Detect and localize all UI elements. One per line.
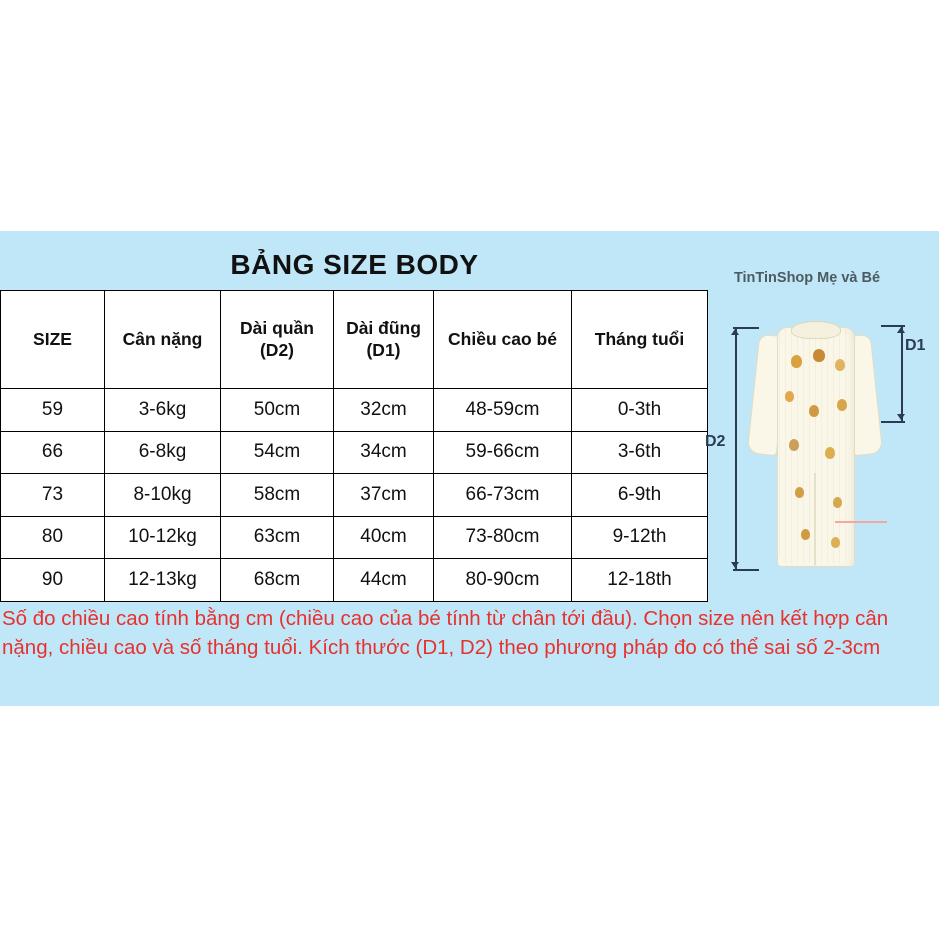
d2-measure-line xyxy=(735,327,737,571)
size-chart-panel xyxy=(0,231,939,706)
column-header-size: SIZE xyxy=(1,291,105,389)
print-dot xyxy=(837,399,847,411)
d1-arrow-up xyxy=(897,327,905,333)
print-dot xyxy=(801,529,810,540)
print-dot xyxy=(795,487,804,498)
table-header-row xyxy=(1,291,708,389)
table-row xyxy=(1,559,708,602)
cell-size: 90 xyxy=(1,559,105,602)
cell-age-months: 3-6th xyxy=(572,431,708,474)
cell-age-months: 12-18th xyxy=(572,559,708,602)
cell-pant-length: 54cm xyxy=(221,431,334,474)
romper-collar xyxy=(791,321,841,339)
cell-weight: 12-13kg xyxy=(105,559,221,602)
d1-bottom-tick xyxy=(881,421,905,423)
shop-brand-label: TinTinShop Mẹ và Bé xyxy=(733,270,881,286)
cell-crotch-length: 34cm xyxy=(334,431,434,474)
table-row xyxy=(1,474,708,517)
cell-height: 66-73cm xyxy=(434,474,572,517)
cell-pant-length: 50cm xyxy=(221,389,334,432)
romper-leg-split xyxy=(814,473,816,565)
cell-size: 80 xyxy=(1,516,105,559)
cell-age-months: 9-12th xyxy=(572,516,708,559)
print-dot xyxy=(833,497,842,508)
column-header-height: Chiều cao bé xyxy=(434,291,572,389)
cell-height: 59-66cm xyxy=(434,431,572,474)
print-dot xyxy=(791,355,802,368)
column-header-pant-length: Dài quần (D2) xyxy=(221,291,334,389)
print-dot xyxy=(813,349,825,362)
d1-measure-line xyxy=(901,325,903,421)
print-dot xyxy=(785,391,794,402)
column-header-crotch-length: Dài đũng (D1) xyxy=(334,291,434,389)
d2-bottom-tick xyxy=(733,569,759,571)
cell-crotch-length: 32cm xyxy=(334,389,434,432)
table-row xyxy=(1,431,708,474)
print-dot xyxy=(825,447,835,459)
cell-pant-length: 58cm xyxy=(221,474,334,517)
print-dot xyxy=(835,359,845,371)
column-header-weight: Cân nặng xyxy=(105,291,221,389)
cell-size: 59 xyxy=(1,389,105,432)
d1-arrow-down xyxy=(897,414,905,420)
romper-waist-line xyxy=(835,521,887,523)
cell-crotch-length: 40cm xyxy=(334,516,434,559)
cell-height: 48-59cm xyxy=(434,389,572,432)
column-header-age-months: Tháng tuổi xyxy=(572,291,708,389)
print-dot xyxy=(831,537,840,548)
d2-arrow-down xyxy=(731,562,739,568)
d2-arrow-up xyxy=(731,329,739,335)
cell-height: 73-80cm xyxy=(434,516,572,559)
cell-age-months: 6-9th xyxy=(572,474,708,517)
cell-crotch-length: 37cm xyxy=(334,474,434,517)
table-row xyxy=(1,389,708,432)
cell-weight: 3-6kg xyxy=(105,389,221,432)
page-title: BẢNG SIZE BODY xyxy=(230,249,479,280)
cell-weight: 8-10kg xyxy=(105,474,221,517)
baby-romper-image xyxy=(751,315,879,571)
cell-crotch-length: 44cm xyxy=(334,559,434,602)
size-table xyxy=(0,290,708,602)
cell-size: 66 xyxy=(1,431,105,474)
table-row xyxy=(1,516,708,559)
size-note-text: Số đo chiều cao tính bằng cm (chiều cao của bé tính từ chân tới đầu). Chọn size nên kết hợp cân nặng, chiều cao và số tháng tuổi. Kích thước (D1, D2) theo phương pháp đo có thể sai số 2-3cm xyxy=(2,607,889,660)
cell-pant-length: 68cm xyxy=(221,559,334,602)
print-dot xyxy=(789,439,799,451)
cell-height: 80-90cm xyxy=(434,559,572,602)
print-dot xyxy=(809,405,819,417)
cell-weight: 6-8kg xyxy=(105,431,221,474)
cell-weight: 10-12kg xyxy=(105,516,221,559)
cell-pant-length: 63cm xyxy=(221,516,334,559)
d2-label: D2 xyxy=(705,433,726,450)
d1-label: D1 xyxy=(905,337,926,354)
cell-age-months: 0-3th xyxy=(572,389,708,432)
cell-size: 73 xyxy=(1,474,105,517)
product-illustration xyxy=(705,293,933,593)
